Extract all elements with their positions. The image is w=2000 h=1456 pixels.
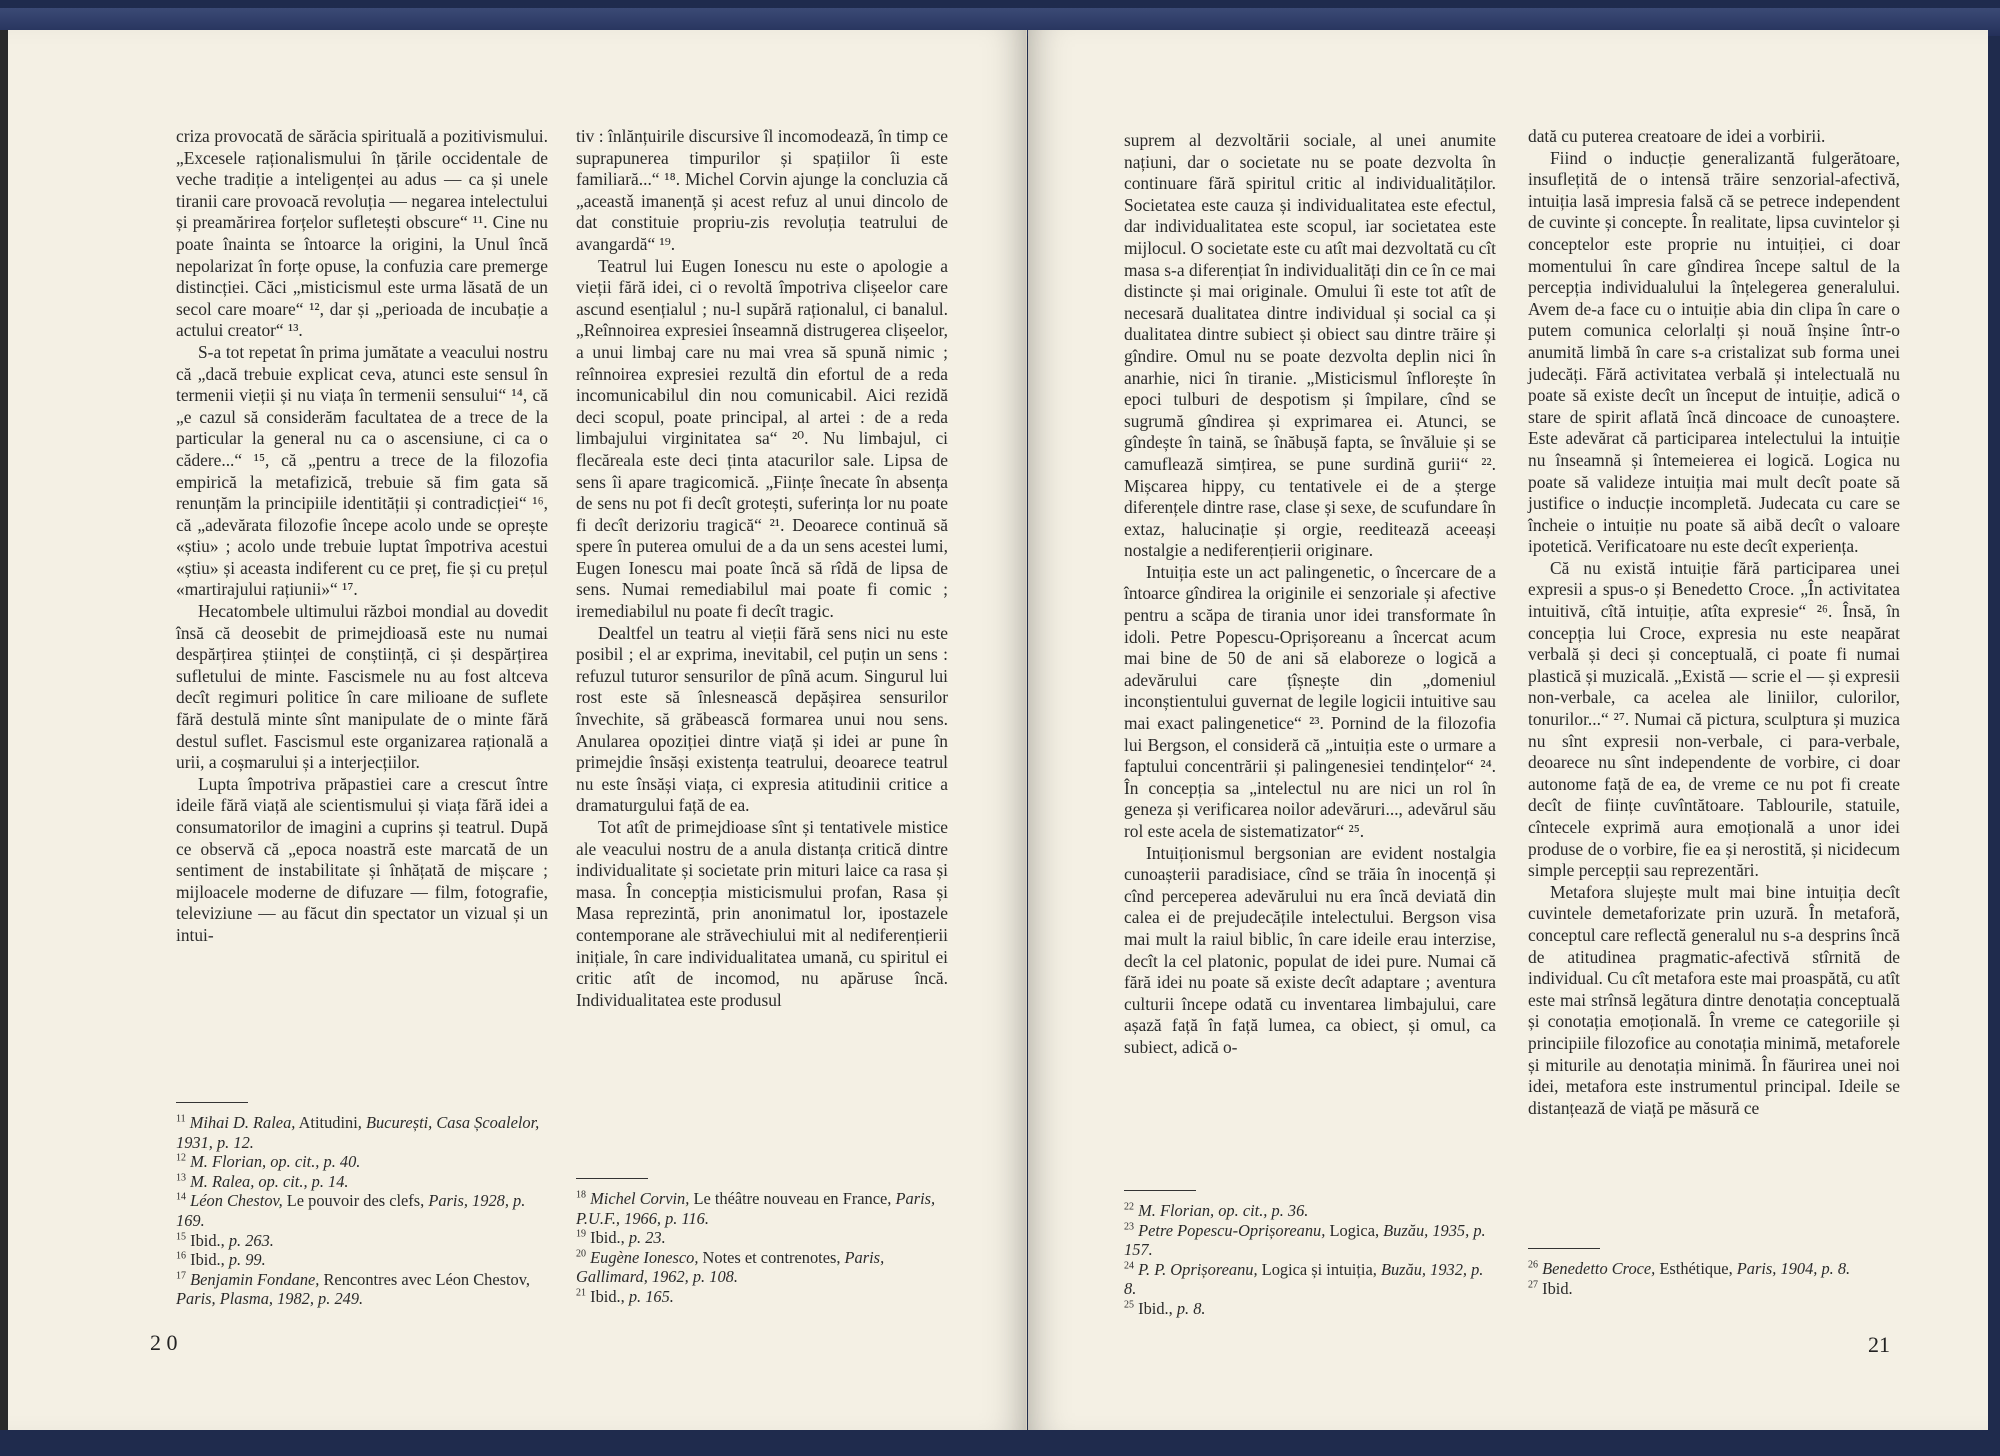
footnote-rule [1124,1190,1196,1191]
left-col2-footnotes [576,1178,948,1307]
paragraph: Dealtfel un teatru al vieții fără sens nici nu este posibil ; el ar exprima, inevitabil, cel puțin un sens : refuzul tuturor sensurilor de pînă acum. Singurul lui rost este să înlesnească depășirea sensurilor învechite, să grăbească formarea unui nou sens. Anularea opoziției dintre viață și idei ar pune în primejdie însăși existența teatrului, deoarece teatrul nu este însăși viața, ci expresia atitudinii critice a dramaturgului față de ea. [576,622,948,816]
paragraph: Hecatombele ultimului război mondial au dovedit însă că deosebit de primejdioasă este nu numai despărțirea științei de conștiință, ci și despărțirea sufletului de minte. Fascismele nu au fost altceva decît regimuri politice în care milioane de suflete fără destulă minte sînt manipulate de o minte fără destul suflet. Fascismul este organizarea rațională a urii, a coșmarului și a interjecțiilor. [176,601,548,773]
footnote-26: $^{26}$ Benedetto Croce, Esthétique, Paris, 1904, p. 8. [1528,1259,1851,1278]
paragraph: Tot atît de primejdioase sînt și tentativele mistice ale veacului nostru de a anula distanța critică dintre individualitate și societate prin mituri laice ca rasa și masa. În concepția misticismului profan, Rasa și Masa reprezintă, prin anonimatul lor, ipostazele contemporane ale străvechiului mit al nediferențierii inițiale, în care individualitatea umană, cu spiritul ei critic atît de incomod, nu apăruse încă. Individualitatea este produsul [576,817,948,1010]
paragraph: Intuiția este un act palingenetic, o încercare de a întoarce gîndirea la originile ei senzoriale și afective pentru a scăpa de tirania unor idei transformate în idoli. Petre Popescu-Oprișoreanu a încercat acum mai bine de 50 de ani să elaboreze o logică a adevărului care țîșnește din „domeniul inconștientului guvernat de legile logicii intuitive sau mai exact palingenetice“ ²³. Pornind de la filozofia lui Bergson, el consideră că „intuiția este o urmare a faptului concentrării și palingenesiei tendințelor“ ²⁴. În concepția sa „intelectul nu are nici un rol în geneza și verificarea noilor adevăruri..., adevărul său rol este acela de sistematizator“ ²⁵. [1124,561,1496,841]
footnote-11: $^{11}$ Mihai D. Ralea, Atitudini, București, Casa Școalelor, 1931, p. 12. [176,1113,540,1152]
footnote-19: $^{19}$ Ibid., p. 23. [576,1228,666,1248]
left-page-column-1 [176,126,548,947]
footnote-27: $^{27}$ Ibid. [1528,1278,1573,1298]
paragraph: dată cu puterea creatoare de idei a vorbirii. [1528,126,1826,146]
footnote-20: $^{20}$ Eugène Ionesco, Notes et contrenotes, Paris, Gallimard, 1962, p. 108. [576,1247,885,1287]
right-col2-footnotes [1528,1248,1900,1298]
right-col1-footnotes [1124,1190,1496,1319]
left-page [8,30,1027,1430]
footnote-17: $^{17}$ Benjamin Fondane, Rencontres avec Léon Chestov, Paris, Plasma, 1982, p. 249. [176,1269,530,1309]
paragraph: criza provocată de sărăcia spirituală a pozitivismului. „Excesele raționalismului în țările occidentale de veche tradiție a inteligenței au adus — ca și unele tiranii care provoacă revoluția — negarea intelectului și preamărirea forțelor sufletești obscure“ ¹¹. Cine nu poate înainta se întoarce la origini, la Unul încă nepolarizat în forțe opuse, la confuzia care premerge distincției. Căci „misticismul este urma lăsată de un secol care moare“ ¹², dar și „perioada de incubație a actului creator“ ¹³. [176,126,548,341]
footnote-24: $^{24}$ P. P. Oprișoreanu, Logica și intuiția, Buzău, 1932, p. 8. [1124,1259,1484,1299]
book-spread [0,8,2000,1448]
left-page-column-2 [576,126,948,1011]
paragraph: suprem al dezvoltării sociale, al unei anumite națiuni, dar o societate nu se poate dezvolta în continuare fără spiritul critic al individualităților. Societatea este cauza și individualitatea este efectul, dar individualitatea este scopul, iar societatea este mijlocul. O societate este cu atît mai dezvoltată cu cît masa s-a diferențiat în individualități din ce în ce mai distincte și mai originale. Omului îi este tot atît de necesară dualitatea dintre individual și social ca și dualitatea dintre subiect și obiect sau dintre trăire și gîndire. Omul nu se poate dezvolta deplin nici în anarhie, nici în tiranie. „Misticismul înflorește în epoci tulburi de despotism și împilare, cînd se sugrumă gîndirea și exprimarea ei. Atunci, se gîndește în taină, se înăbușă fapta, se învăluie și se camuflează simțirea, se pune surdină gurii“ ²². Mișcarea hippy, cu tentativele ei de a șterge diferențele dintre rase, clase și sexe, de scufundare în extaz, halucinație și orgie, reeditează aceeași nostalgie a nediferențierii originare. [1124,130,1496,561]
footnote-22: $^{22}$ M. Florian, op. cit., p. 36. [1124,1201,1309,1220]
footnote-15: $^{15}$ Ibid., p. 263. [176,1230,274,1250]
paragraph: Teatrul lui Eugen Ionescu nu este o apologie a vieții fără idei, ci o revoltă împotriva clișeelor care ascund esențialul ; nu-l supără raționalul, ci banalul. „Reînnoirea expresiei înseamnă distrugerea clișeelor, a unui limbaj care nu mai vrea să spună nimic ; reînnoirea expresiei rezultă din efortul de a reda incomunicabilul din nou comunicabil. Aici rezidă deci scopul, poate principal, al artei : de a reda limbajului virginitatea sa“ ²⁰. Nu limbajul, ci flecăreala este deci ținta atacurilor sale. Lipsa de sens îi apare tragicomică. „Ființe înecate în absența de sens nu pot fi decît grotești, suferința lor nu poate fi decît derizoriu tragică“ ²¹. Deoarece continuă să spere în puterea omului de a da un sens acestei lumi, Eugen Ionescu mai poate încă să rîdă de lipsa de sens. Numai remediabilul mai poate fi comic ; iremediabilul nu poate fi decît tragic. [576,255,948,622]
page-number-right: 21 [1868,1332,1890,1357]
page-number-left: 2 0 [150,1330,178,1355]
paragraph: Că nu există intuiție fără participarea unei expresii a spus-o și Benedetto Croce. „În activitatea intuitivă, cîtă intuiție, atîta expresie“ ²⁶. Însă, în concepția lui Croce, expresia nu este neapărat verbală și deci și conceptuală, ci poate fi numai plastică și muzicală. „Există — scrie el — și expresii non-verbale, ca acelea ale liniilor, culorilor, tonurilor...“ ²⁷. Numai că pictura, sculptura și muzica nu sînt expresii non-verbale, ci para-verbale, deoarece nu sînt independente de vorbire, ci doar autonome față de ea, de vreme ce nu pot fi create decît de ființe cuvîntătoare. Tablourile, statuile, cîntecele exprimă aura emoțională a unor idei produse de o vorbire, fie ea și nerostită, și nicidecum simple percepții sau reprezentări. [1528,557,1900,881]
footnote-rule [1528,1248,1600,1249]
footnote-rule [176,1102,248,1103]
right-page-column-1 [1124,130,1496,1059]
right-page [1028,30,1988,1430]
footnote-18: $^{18}$ Michel Corvin, Le théâtre nouveau en France, Paris, P.U.F., 1966, p. 116. [576,1189,936,1228]
right-page-column-2 [1528,126,1900,1119]
paragraph: Intuiționismul bergsonian are evident nostalgia cunoașterii paradisiace, cînd se trăia în inocență și cînd perceperea adevărului nu era încă deviată din calea ei de prejudecățile intelectului. Bergson visa mai mult la raiul biblic, în care ideile erau interzise, decît la cel platonic, populat de idei pure. Numai că fără idei nu poate să existe decît adaptare ; aventura culturii începe odată cu inventarea limbajului, care așază față în față lumea, ca obiect, și omul, ca subiect, adică o- [1124,842,1496,1057]
footnote-21: $^{21}$ Ibid., p. 165. [576,1286,674,1306]
paragraph: Fiind o inducție generalizantă fulgerătoare, insuflețită de o intensă trăire senzorial-afectivă, intuiția lasă impresia falsă că se petrece independent de cuvinte și concepte. În realitate, lipsa cuvintelor și conceptelor este proprie nu intuiției, ci doar momentului în care gîndirea începe saltul de la percepția individualului la înțelegerea generalului. Avem de-a face cu o intuiție abia din clipa în care o putem comunica celorlalți și nouă înșine într-o anumită limbă în care s-a cristalizat sub forma unei judecăți. Fără activitatea verbală și intelectuală nu poate să existe decît un început de intuiție, adică o stare de spirit aflată încă dincoace de cunoaștere. Este adevărat că participarea intelectului la intuiție nu înseamnă și întemeierea ei logică. Logica nu poate să valideze intuiția mai mult decît poate să justifice o inducție incompletă. Judecata cu care se încheie o intuiție nu poate să aibă decît o valoare ipotetică. Verificatoare nu este decît experiența. [1528,147,1900,557]
paragraph: Metafora slujește mult mai bine intuiția decît cuvintele demetaforizate prin uzură. În metaforă, conceptul care reflectă generalul nu s-a desprins încă de atitudinea pragmatic-afectivă stîrnită de individual. Cu cît metafora este mai proaspătă, cu atît este mai strînsă legătura dintre denotația conceptuală și conotația emoțională. În vreme ce categoriile și principiile filozofice au conotația minimă, metaforele și miturile au denotația minimă. În făurirea unei noi idei, metafora este instrumentul principal. Ideile se distanțează de viață pe măsură ce [1528,881,1900,1118]
footnote-23: $^{23}$ Petre Popescu-Oprișoreanu, Logica, Buzău, 1935, p. 157. [1124,1220,1486,1260]
left-col1-footnotes [176,1102,548,1309]
footnote-16: $^{16}$ Ibid., p. 99. [176,1250,266,1270]
paragraph: S-a tot repetat în prima jumătate a veacului nostru că „dacă trebuie explicat ceva, atunci este sensul în termenii vieții și nu viața în termenii sensului“ ¹⁴, că „e cazul să considerăm facultatea de a trece de la particular la general nu ca o ascensiune, ci ca o cădere...“ ¹⁵, că „pentru a trece de la filozofia empirică la metafizică, trebuie să fim gata să renunțăm la principiile identității și contradicției“ ¹⁶, că „adevărata filozofie începe acolo unde se oprește «știu» ; acolo unde trebuie luptat împotriva acestui «știu» și aceasta indiferent cu ce preț, fie și cu prețul «martirajului rațiunii»“ ¹⁷. [176,341,548,600]
paragraph: Lupta împotriva prăpastiei care a crescut între ideile fără viață ale scientismului și viața fără idei a consumatorilor de imagini a cuprins și teatrul. După ce observă că „epoca noastră este marcată de un sentiment de instabilitate și înhățată de mișcare ; mijloacele moderne de difuzare — film, fotografie, televiziune — au făcut din spectator un vizual și un intui- [176,773,548,945]
footnote-12: $^{12}$ M. Florian, op. cit., p. 40. [176,1152,361,1172]
footnote-13: $^{13}$ M. Ralea, op. cit., p. 14. [176,1171,349,1191]
footnote-14: $^{14}$ Léon Chestov, Le pouvoir des clefs, Paris, 1928, p. 169. [176,1191,526,1230]
footnote-rule [576,1178,648,1179]
footnote-25: $^{25}$ Ibid., p. 8. [1124,1298,1206,1318]
paragraph: tiv : înlănțuirile discursive îl incomodează, în timp ce suprapunerea timpurilor și spațiilor îi este familiară...“ ¹⁸. Michel Corvin ajunge la concluzia că „aceastǎ imanență și acest refuz al unui dincolo de dat constituie propriu-zis revoluția teatrului de avangardă“ ¹⁹. [576,126,948,254]
